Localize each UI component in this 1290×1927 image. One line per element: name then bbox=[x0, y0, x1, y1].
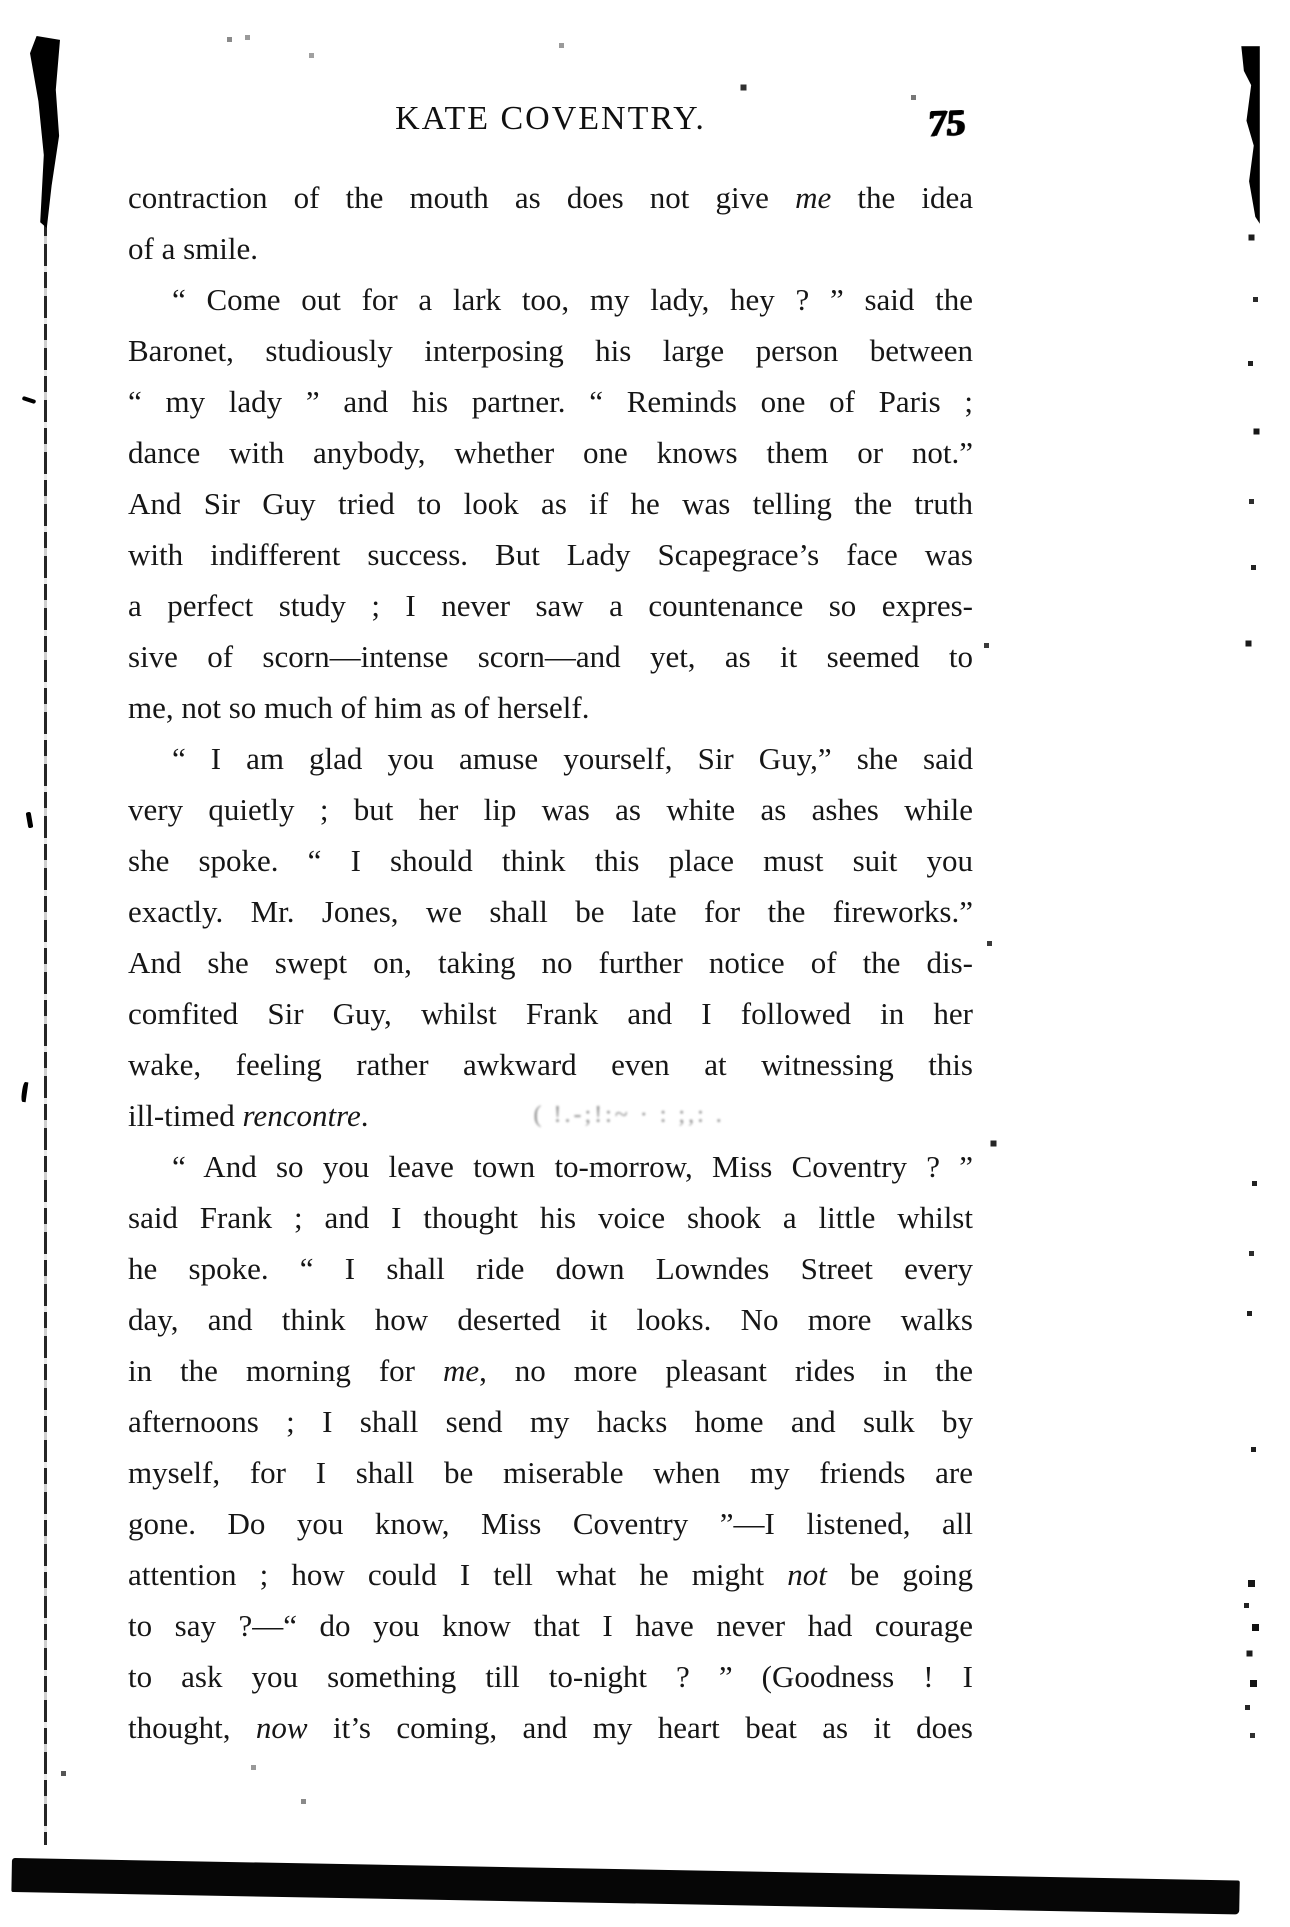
left-margin-tick bbox=[21, 1082, 29, 1103]
running-head-title: KATE COVENTRY. bbox=[395, 100, 706, 137]
text-segment: exactly. Mr. Jones, we shall be late for the fireworks.” bbox=[128, 894, 973, 929]
text-segment: a perfect study ; I never saw a countenance so expres- bbox=[128, 588, 973, 623]
text-segment: in the morning for bbox=[128, 1353, 443, 1388]
text-line bbox=[128, 835, 973, 886]
text-segment: , no more pleasant rides in the bbox=[479, 1353, 973, 1388]
text-segment: it’s coming, and my heart beat as it does bbox=[307, 1710, 974, 1745]
text-line bbox=[128, 733, 973, 784]
text-segment: ill-timed bbox=[128, 1098, 243, 1133]
text-segment: to ask you something till to-night ? ” (Goodness ! I bbox=[128, 1659, 973, 1694]
text-segment: be going bbox=[826, 1557, 973, 1592]
text-segment: attention ; how could I tell what he might bbox=[128, 1557, 788, 1592]
text-segment: she spoke. “ I should think this place must suit you bbox=[128, 843, 973, 878]
text-segment: gone. Do you know, Miss Coventry ”—I listened, all bbox=[128, 1506, 973, 1541]
text-segment: . bbox=[360, 1098, 369, 1133]
text-segment: very quietly ; but her lip was as white as ashes while bbox=[128, 792, 973, 827]
text-line bbox=[128, 988, 973, 1039]
text-segment: dance with anybody, whether one knows them or not.” bbox=[128, 435, 973, 470]
text-segment: with indifferent success. But Lady Scapegrace’s face was bbox=[128, 537, 973, 572]
text-segment: comfited Sir Guy, whilst Frank and I followed in her bbox=[128, 996, 973, 1031]
text-line bbox=[128, 1294, 973, 1345]
text-segment: to say ?—“ do you know that I have never had courage bbox=[128, 1608, 973, 1643]
text-segment: sive of scorn—intense scorn—and yet, as it seemed to bbox=[128, 639, 973, 674]
text-line bbox=[128, 1498, 973, 1549]
text-segment: “ my lady ” and his partner. “ Reminds one of Paris ; bbox=[128, 384, 973, 419]
top-speckles bbox=[0, 0, 3, 3]
text-line bbox=[128, 325, 973, 376]
text-line bbox=[128, 274, 973, 325]
text-segment: day, and think how deserted it looks. No more walks bbox=[128, 1302, 973, 1337]
text-line bbox=[128, 1702, 973, 1753]
text-block bbox=[128, 172, 973, 1753]
text-line bbox=[128, 1141, 973, 1192]
text-line bbox=[128, 172, 973, 223]
text-line bbox=[128, 1447, 973, 1498]
italic-text: me bbox=[442, 1353, 480, 1388]
italic-text: rencontre bbox=[242, 1098, 361, 1133]
text-segment: “ And so you leave town to-morrow, Miss Coventry ? ” bbox=[172, 1149, 973, 1184]
text-segment: “ Come out for a lark too, my lady, hey ? ” said the bbox=[172, 282, 973, 317]
text-line bbox=[128, 223, 973, 274]
text-segment: wake, feeling rather awkward even at witnessing this bbox=[128, 1047, 973, 1082]
text-segment: he spoke. “ I shall ride down Lowndes Street every bbox=[128, 1251, 973, 1286]
text-line bbox=[128, 1396, 973, 1447]
italic-text: not bbox=[787, 1557, 827, 1592]
text-line bbox=[128, 1243, 973, 1294]
left-margin-tick bbox=[26, 812, 34, 829]
left-margin-tick bbox=[22, 396, 37, 404]
text-line bbox=[128, 529, 973, 580]
text-line bbox=[128, 1651, 973, 1702]
page-number: 75 bbox=[926, 102, 967, 145]
text-line bbox=[128, 886, 973, 937]
text-line bbox=[128, 937, 973, 988]
left-margin-ink-line bbox=[44, 220, 47, 1845]
text-segment: me, not so much of him as of herself. bbox=[128, 690, 590, 725]
text-line bbox=[128, 631, 973, 682]
text-segment: And Sir Guy tried to look as if he was telling the truth bbox=[128, 486, 973, 521]
text-line bbox=[128, 427, 973, 478]
text-line bbox=[128, 478, 973, 529]
text-segment: contraction of the mouth as does not give bbox=[128, 180, 796, 215]
text-segment: “ I am glad you amuse yourself, Sir Guy,” she said bbox=[172, 741, 973, 776]
text-line bbox=[128, 682, 973, 733]
bottom-ink-bar bbox=[11, 1858, 1239, 1914]
inline-ink-smudge: ( !.-;!:~ · : ;,: . bbox=[533, 1102, 725, 1128]
text-segment: the idea bbox=[831, 180, 973, 215]
italic-text: now bbox=[255, 1710, 308, 1745]
text-line bbox=[128, 1549, 973, 1600]
text-line bbox=[128, 1345, 973, 1396]
text-segment: myself, for I shall be miserable when my friends are bbox=[128, 1455, 973, 1490]
text-line bbox=[128, 1090, 973, 1141]
text-segment: Baronet, studiously interposing his large person between bbox=[128, 333, 973, 368]
left-margin-ink-blob bbox=[30, 36, 60, 228]
top-right-corner-ink bbox=[1234, 46, 1260, 224]
italic-text: me bbox=[795, 180, 832, 215]
text-segment: thought, bbox=[128, 1710, 256, 1745]
text-line bbox=[128, 1039, 973, 1090]
text-segment: said Frank ; and I thought his voice shook a little whilst bbox=[128, 1200, 973, 1235]
text-line bbox=[128, 1600, 973, 1651]
text-line bbox=[128, 580, 973, 631]
text-line bbox=[128, 1192, 973, 1243]
text-line bbox=[128, 784, 973, 835]
text-segment: And she swept on, taking no further notice of the dis- bbox=[128, 945, 973, 980]
text-segment: of a smile. bbox=[128, 231, 258, 266]
text-line bbox=[128, 376, 973, 427]
text-segment: afternoons ; I shall send my hacks home and sulk by bbox=[128, 1404, 973, 1439]
